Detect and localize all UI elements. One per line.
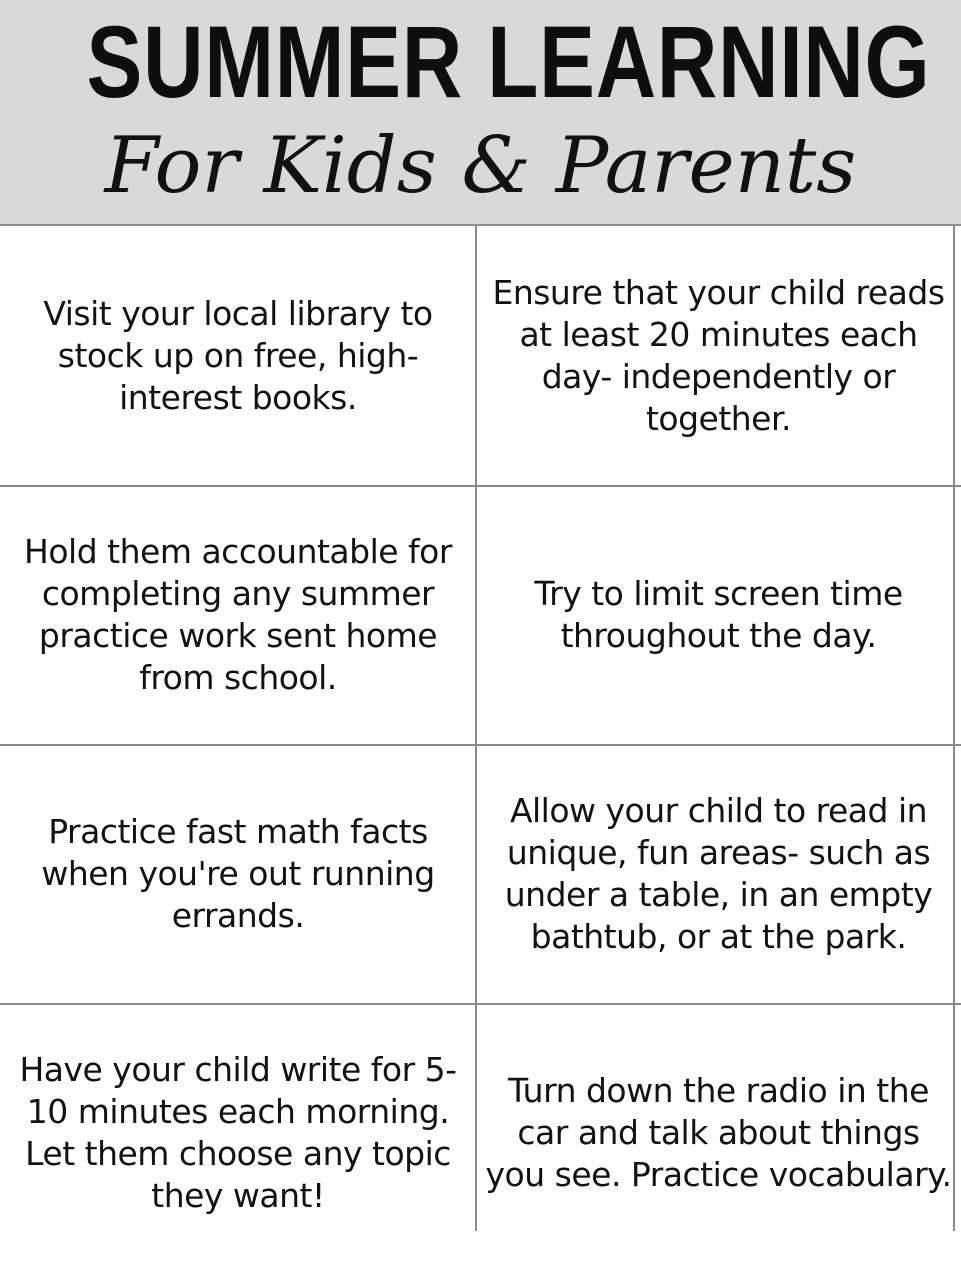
grid-divider-horizontal xyxy=(0,1003,961,1005)
grid-divider-vertical xyxy=(475,226,477,1231)
page-subtitle: For Kids & Parents xyxy=(104,121,857,211)
grid-border-right xyxy=(953,226,955,1231)
tip-cell: Turn down the radio in the car and talk about things you see. Practice vocabulary. xyxy=(485,1071,952,1194)
page-title: SUMMER LEARNING xyxy=(86,5,931,119)
tip-cell: Visit your local library to stock up on free, high-interest books. xyxy=(43,293,433,417)
grid-divider-horizontal xyxy=(0,485,961,487)
header-banner xyxy=(0,0,961,226)
tip-cell: Try to limit screen time throughout the day. xyxy=(534,573,903,655)
tip-cell: Allow your child to read in unique, fun areas- such as under a table, in an empty bathtub, or at the park. xyxy=(504,790,933,956)
tip-cell: Hold them accountable for completing any summer practice work sent home from school. xyxy=(24,531,452,697)
tip-cell: Have your child write for 5-10 minutes each morning. Let them choose any topic they want! xyxy=(19,1050,457,1215)
tip-cell: Practice fast math facts when you're out running errands. xyxy=(41,811,435,935)
tip-cell: Ensure that your child reads at least 20 minutes each day- independently or together. xyxy=(492,272,945,438)
tips-grid xyxy=(0,226,961,1231)
grid-divider-horizontal xyxy=(0,744,961,746)
